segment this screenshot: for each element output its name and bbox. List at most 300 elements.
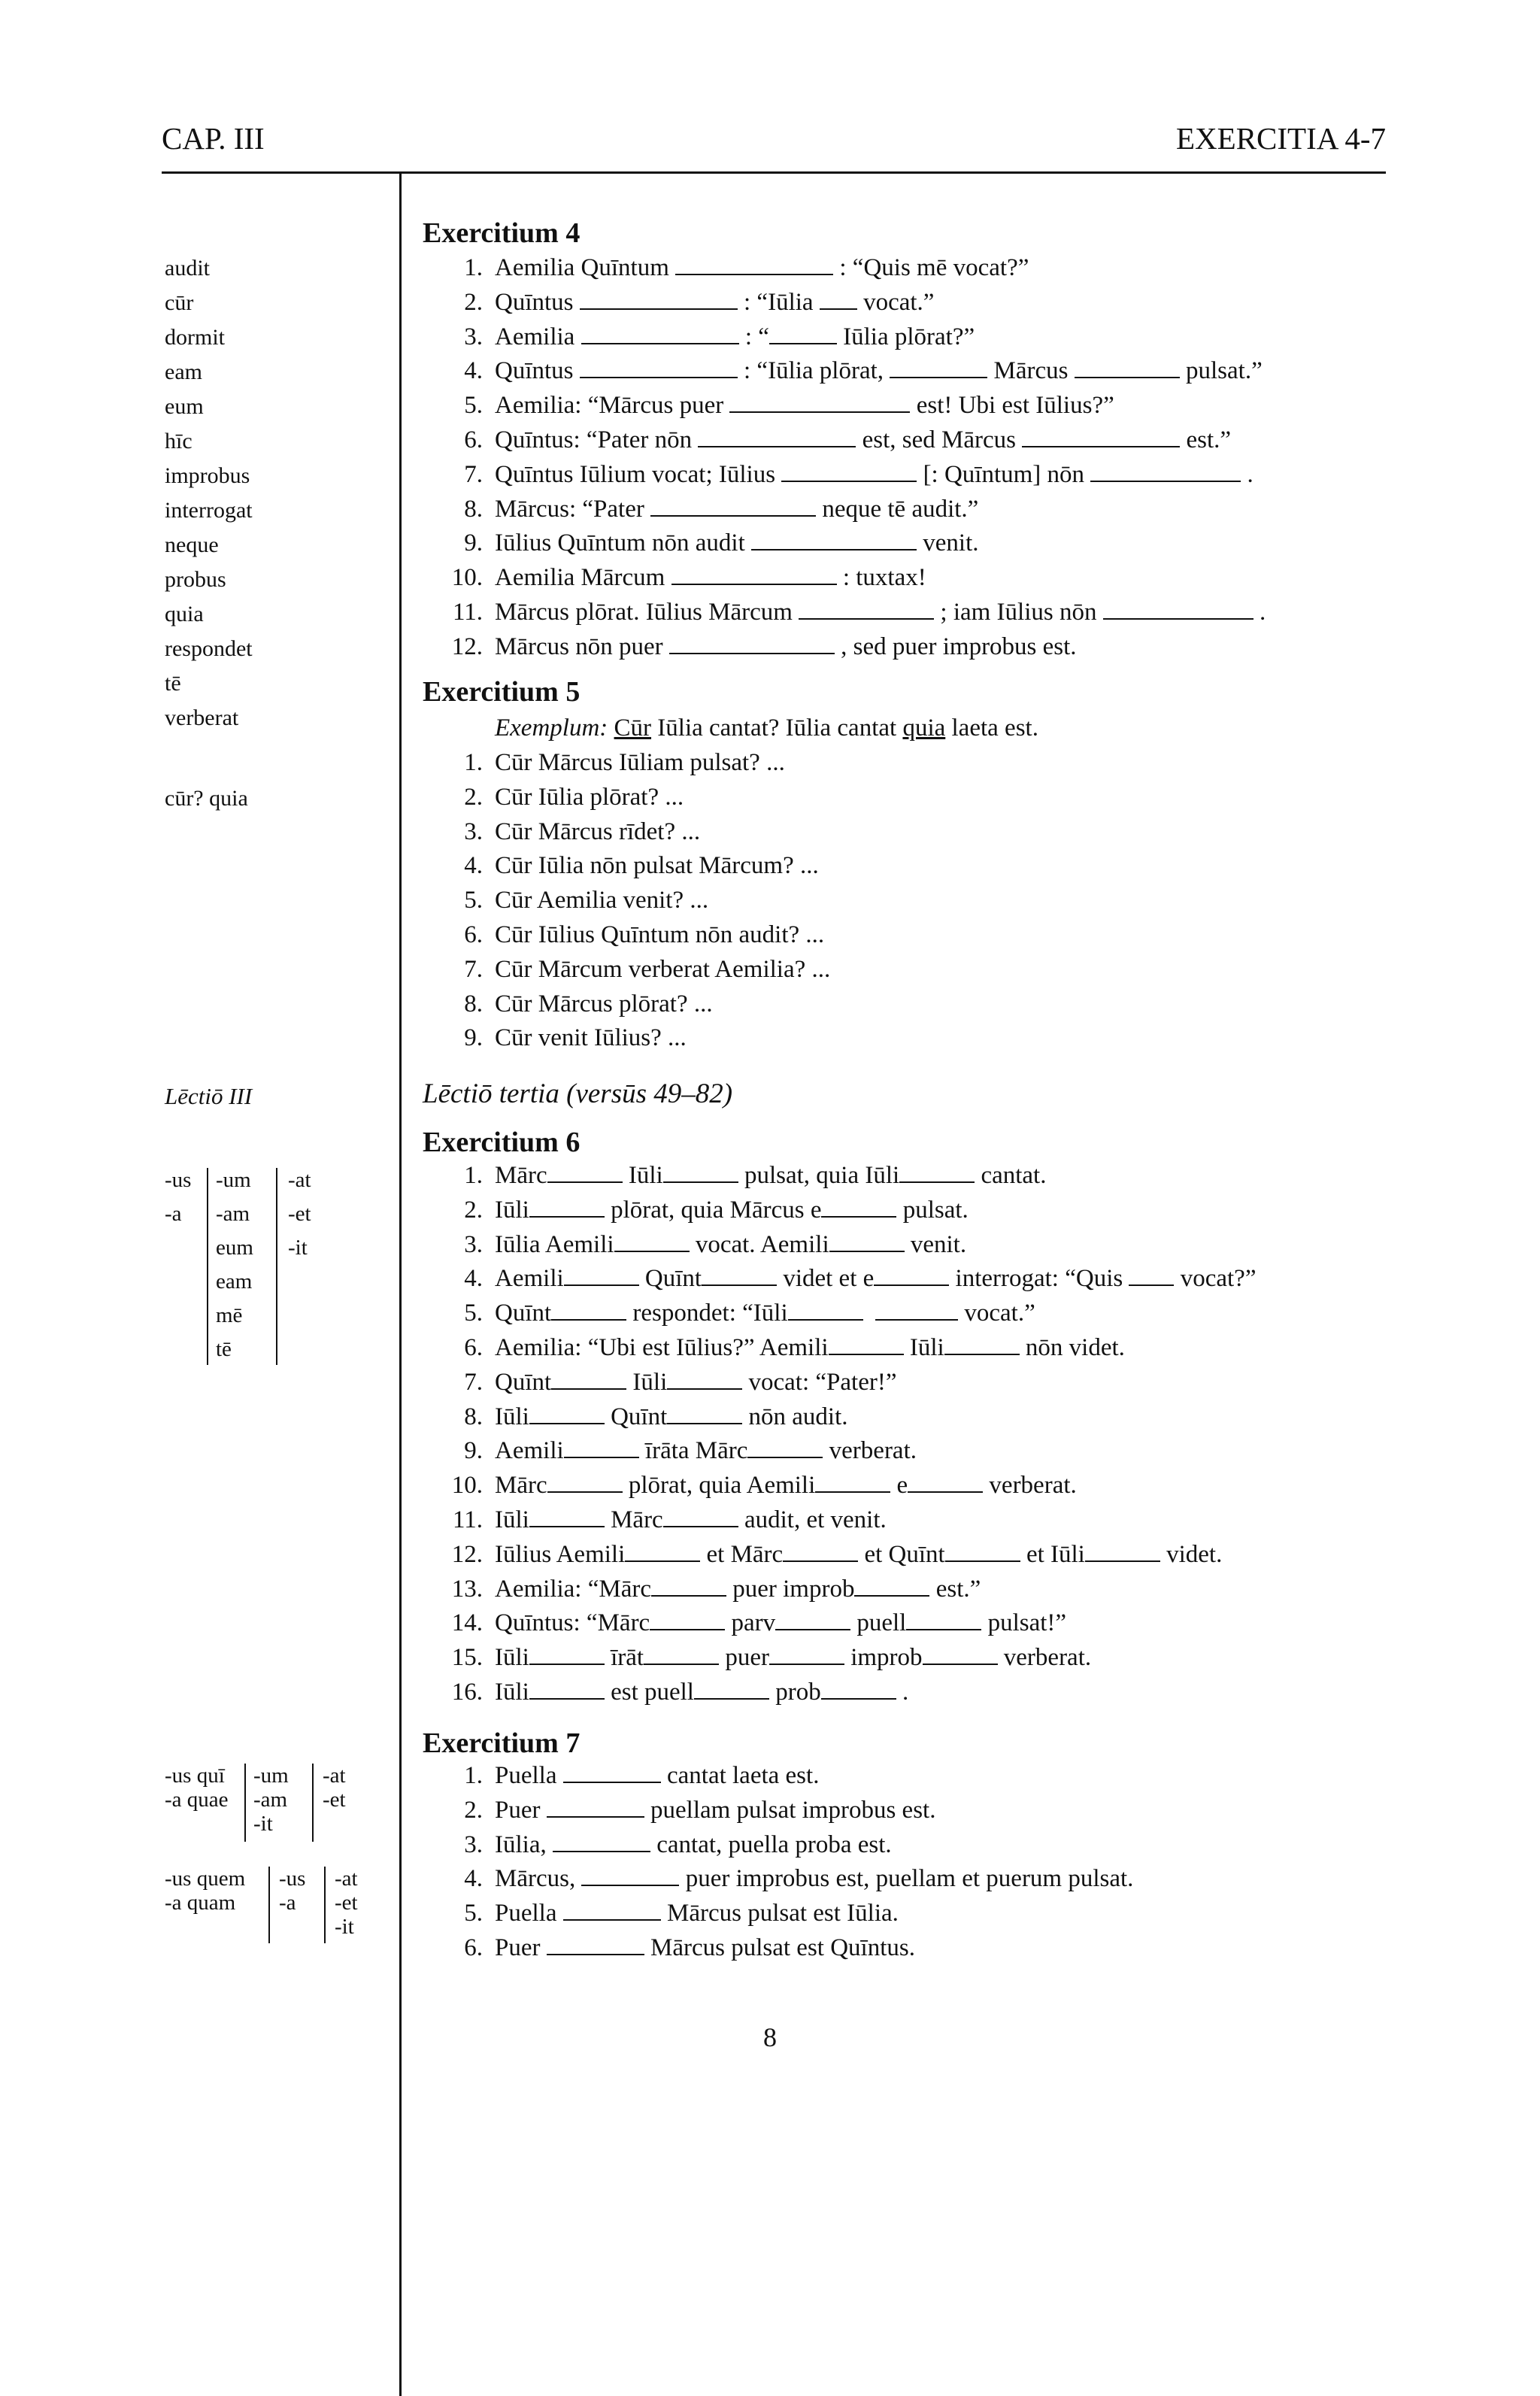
exemplum-cur: Cūr	[614, 714, 652, 742]
ending-entry: -um	[216, 1168, 251, 1192]
item-text-segment: Quīnt	[495, 1368, 552, 1396]
item-text	[495, 1196, 969, 1224]
fill-in-blank[interactable]	[625, 1541, 700, 1562]
item-text-segment: nōn videt.	[1019, 1334, 1125, 1361]
item-text	[495, 749, 785, 777]
item-text-segment: vocat.”	[856, 288, 935, 316]
item-text-segment: videt et e	[777, 1265, 875, 1293]
ending-entry: -et	[288, 1202, 311, 1226]
margin-vocab-word: eum	[165, 394, 204, 419]
item-number: 4.	[464, 1265, 483, 1293]
item-text	[495, 852, 819, 880]
margin-vocab-word: hīc	[165, 429, 192, 453]
item-text	[495, 1403, 847, 1431]
item-text	[495, 564, 926, 592]
item-number: 3.	[464, 1230, 483, 1258]
item-text	[495, 323, 975, 351]
ending-entry: -at	[288, 1168, 311, 1192]
fill-in-blank[interactable]	[945, 1541, 1020, 1562]
item-text-segment: et Mārc	[700, 1540, 784, 1568]
item-text-segment: neque tē audit.”	[816, 495, 979, 523]
item-text-segment: Iūli	[495, 1196, 529, 1224]
item-text-segment: : tuxtax!	[836, 564, 926, 592]
item-text-segment: Quīntus Iūlium vocat; Iūlius	[495, 460, 782, 488]
fill-in-blank[interactable]	[547, 1934, 644, 1955]
item-number: 4.	[464, 1865, 483, 1893]
fill-in-blank[interactable]	[667, 1403, 742, 1424]
item-text-segment: Cūr venit Iūlius? ...	[495, 1024, 687, 1052]
item-text-segment: vocat: “Pater!”	[742, 1368, 897, 1396]
item-number: 4.	[464, 357, 483, 385]
item-text-segment: Iūlia plōrat?”	[836, 323, 975, 350]
fill-in-blank[interactable]	[815, 1472, 890, 1493]
fill-in-blank[interactable]	[651, 1576, 726, 1597]
item-text-segment: īrāta Mārc	[638, 1437, 748, 1465]
lectio-heading: Lēctiō tertia (versūs 49–82)	[423, 1078, 733, 1109]
item-text-segment: est, sed Mārcus	[856, 426, 1023, 453]
item-text-segment: Iūlia,	[495, 1830, 553, 1858]
item-text-segment: : “Iūlia plōrat,	[737, 357, 890, 385]
margin-vocab-word: neque	[165, 532, 219, 557]
fill-in-blank[interactable]	[698, 426, 856, 447]
item-text	[495, 1369, 896, 1397]
fill-in-blank[interactable]	[667, 1369, 742, 1390]
item-text-segment: et Quīnt	[858, 1540, 945, 1568]
item-text-segment: Mārc	[495, 1162, 547, 1189]
item-text-segment: vocat. Aemili	[689, 1230, 829, 1258]
item-text-segment: videt.	[1160, 1540, 1223, 1568]
margin-vocab-word: audit	[165, 256, 210, 281]
item-text-segment: Aemilia Mārcum	[495, 564, 671, 592]
item-text	[495, 357, 1263, 385]
ending-entry: -us	[165, 1168, 192, 1192]
fill-in-blank[interactable]	[547, 1797, 644, 1818]
ending-entry: -a quam	[165, 1891, 236, 1915]
item-number: 2.	[464, 1196, 483, 1224]
item-text-segment: venit.	[917, 529, 979, 557]
item-text-segment: cantat, puella proba est.	[650, 1830, 892, 1858]
fill-in-blank[interactable]	[551, 1369, 626, 1390]
item-text-segment: puer improbus est, puellam et puerum pulsat.	[679, 1865, 1134, 1893]
fill-in-blank[interactable]	[821, 1679, 896, 1700]
item-number: 9.	[464, 1437, 483, 1465]
item-text	[495, 529, 978, 557]
fill-in-blank[interactable]	[1085, 1541, 1160, 1562]
item-text-segment: : “Iūlia	[737, 288, 820, 316]
endings-table-1	[165, 1168, 345, 1372]
item-number: 15.	[451, 1644, 483, 1672]
item-text-segment: plōrat, quia Aemili	[622, 1472, 816, 1500]
fill-in-blank[interactable]	[874, 1265, 949, 1286]
item-text-segment: vocat.”	[958, 1300, 1035, 1327]
item-text	[495, 1024, 687, 1052]
item-text-segment: pulsat.	[896, 1196, 969, 1224]
item-text-segment: pulsat.”	[1179, 357, 1263, 385]
fill-in-blank[interactable]	[529, 1403, 605, 1424]
item-number: 12.	[451, 632, 483, 660]
item-number: 7.	[464, 460, 483, 488]
item-text	[495, 1797, 935, 1824]
page-number: 8	[763, 2022, 777, 2052]
item-text-segment: est! Ubi est Iūlius?”	[910, 392, 1114, 420]
item-text-segment: Aemilia Quīntum	[495, 254, 676, 281]
item-text	[495, 461, 1254, 489]
ending-entry: mē	[216, 1303, 243, 1327]
item-number: 5.	[464, 887, 483, 914]
item-text-segment: venit.	[904, 1230, 967, 1258]
item-text	[495, 1644, 1091, 1672]
ending-entry: tē	[216, 1337, 232, 1361]
item-text-segment: Mārcus nōn puer	[495, 632, 669, 660]
item-text-segment: Iūli	[495, 1403, 529, 1430]
ending-entry: -at	[335, 1867, 358, 1891]
item-text-segment: Mārcus,	[495, 1865, 582, 1893]
item-number: 3.	[464, 323, 483, 350]
item-text	[495, 289, 934, 317]
fill-in-blank[interactable]	[923, 1644, 998, 1665]
item-text-segment: Mārcus plōrat. Iūlius Mārcum	[495, 599, 799, 626]
item-text-segment: Aemilia	[495, 323, 581, 350]
item-text-segment: est puell	[604, 1679, 694, 1706]
item-text-segment: Iūli	[626, 1368, 668, 1396]
item-number: 12.	[451, 1540, 483, 1568]
item-number: 6.	[464, 426, 483, 453]
fill-in-blank[interactable]	[944, 1334, 1020, 1355]
item-text-segment: Cūr Iūlius Quīntum nōn audit? ...	[495, 921, 825, 948]
ending-entry: -us	[279, 1867, 306, 1891]
item-text-segment: Quīntus	[495, 357, 580, 385]
margin-lectio-label: Lēctiō III	[165, 1083, 253, 1109]
item-text-segment: Quīntus: “Pater nōn	[495, 426, 699, 453]
header-rule	[162, 171, 1386, 174]
item-text-segment: Cūr Mārcus Iūliam pulsat? ...	[495, 749, 785, 776]
table-rule	[312, 1764, 314, 1842]
fill-in-blank[interactable]	[553, 1831, 650, 1852]
fill-in-blank[interactable]	[788, 1300, 863, 1321]
item-text	[495, 1162, 1046, 1190]
fill-in-blank[interactable]	[529, 1679, 605, 1700]
item-text-segment: est.”	[929, 1575, 981, 1603]
item-number: 8.	[464, 1403, 483, 1430]
item-text-segment: respondet: “Iūli	[626, 1300, 788, 1327]
fill-in-blank[interactable]	[614, 1231, 690, 1252]
item-number: 8.	[464, 495, 483, 523]
ending-entry: -us quem	[165, 1867, 246, 1891]
ending-entry: -et	[335, 1891, 358, 1915]
fill-in-blank[interactable]	[564, 1437, 639, 1458]
margin-vocab-word: improbus	[165, 463, 250, 488]
item-text-segment: Mārc	[604, 1506, 663, 1533]
fill-in-blank[interactable]	[547, 1162, 623, 1183]
item-text-segment: puer improb	[726, 1575, 855, 1603]
item-number: 1.	[464, 254, 483, 281]
ending-entry: -um	[253, 1764, 289, 1788]
ending-entry: -am	[253, 1788, 288, 1812]
fill-in-blank[interactable]	[551, 1300, 626, 1321]
fill-in-blank[interactable]	[581, 1865, 679, 1886]
fill-in-blank[interactable]	[829, 1231, 905, 1252]
item-text	[495, 1334, 1125, 1362]
item-text-segment: .	[1253, 599, 1266, 626]
item-number: 6.	[464, 921, 483, 948]
fill-in-blank[interactable]	[675, 254, 833, 275]
item-text-segment: est.”	[1180, 426, 1232, 453]
item-text-segment: Quīnt	[638, 1265, 702, 1293]
ending-entry: -it	[253, 1812, 273, 1836]
item-text	[495, 599, 1266, 626]
item-text	[495, 1609, 1066, 1637]
exemplum-quia: quia	[902, 714, 946, 742]
margin-vocab-word: interrogat	[165, 498, 253, 523]
item-text-segment	[863, 1300, 876, 1327]
item-text	[495, 254, 1029, 282]
fill-in-blank[interactable]	[1103, 599, 1254, 620]
item-text	[495, 1472, 1077, 1500]
item-text	[495, 887, 708, 914]
item-number: 10.	[451, 1472, 483, 1500]
fill-in-blank[interactable]	[799, 599, 934, 620]
fill-in-blank[interactable]	[702, 1265, 777, 1286]
item-text-segment: Quīntus	[495, 288, 580, 316]
item-text-segment: puell	[850, 1609, 907, 1637]
item-text-segment: interrogat: “Quis	[949, 1265, 1129, 1293]
item-text-segment: improb	[844, 1644, 923, 1672]
item-number: 5.	[464, 1900, 483, 1927]
item-text	[495, 1265, 1256, 1293]
fill-in-blank[interactable]	[747, 1437, 823, 1458]
item-text-segment: pulsat!”	[981, 1609, 1067, 1637]
item-text-segment: Puella	[495, 1762, 563, 1789]
fill-in-blank[interactable]	[671, 564, 837, 585]
page-header	[162, 120, 1386, 165]
fill-in-blank[interactable]	[694, 1679, 769, 1700]
item-text	[495, 1231, 966, 1259]
fill-in-blank[interactable]	[529, 1644, 605, 1665]
item-text	[495, 1300, 1035, 1327]
item-text	[495, 1762, 819, 1790]
item-text-segment: Mārcus pulsat est Quīntus.	[644, 1934, 915, 1961]
exercise-7-title: Exercitium 7	[423, 1727, 581, 1759]
ending-entry: -it	[335, 1915, 354, 1939]
item-number: 6.	[464, 1334, 483, 1361]
item-text-segment: Iūlius Aemili	[495, 1540, 626, 1568]
item-number: 1.	[464, 1762, 483, 1789]
ending-entry: -it	[288, 1236, 308, 1260]
fill-in-blank[interactable]	[1129, 1265, 1174, 1286]
item-text-segment: Iūli	[495, 1644, 529, 1672]
fill-in-blank[interactable]	[729, 392, 910, 413]
item-text-segment: Aemilia: “Mārc	[495, 1575, 651, 1603]
fill-in-blank[interactable]	[769, 323, 837, 344]
item-text	[495, 784, 684, 811]
ending-entry: -a quae	[165, 1788, 229, 1812]
exercise-4-title: Exercitium 4	[423, 217, 581, 249]
item-number: 7.	[464, 955, 483, 983]
exemplum-label: Exemplum:	[495, 714, 608, 742]
item-text	[495, 1541, 1222, 1569]
item-text-segment: īrāt	[604, 1644, 644, 1672]
fill-in-blank[interactable]	[663, 1162, 738, 1183]
item-text	[495, 1934, 915, 1962]
item-text-segment: : “	[738, 323, 769, 350]
table-rule	[276, 1168, 277, 1365]
fill-in-blank[interactable]	[650, 496, 816, 517]
fill-in-blank[interactable]	[899, 1162, 975, 1183]
margin-vocab-word: probus	[165, 567, 226, 592]
item-text	[495, 1679, 908, 1706]
table-rule	[244, 1764, 246, 1842]
ending-entry: eum	[216, 1236, 253, 1260]
item-text-segment: Aemilia: “Ubi est Iūlius?” Aemili	[495, 1334, 829, 1361]
item-text-segment: Quīntus: “Mārc	[495, 1609, 650, 1637]
margin-vocab-word: respondet	[165, 636, 253, 661]
fill-in-blank[interactable]	[875, 1300, 958, 1321]
item-text-segment: Mārcus	[987, 357, 1075, 385]
fill-in-blank[interactable]	[563, 1900, 661, 1921]
item-text-segment: Puer	[495, 1934, 547, 1961]
fill-in-blank[interactable]	[854, 1576, 929, 1597]
item-text-segment: Aemili	[495, 1437, 564, 1465]
item-text	[495, 921, 824, 949]
item-text-segment: verberat.	[983, 1472, 1077, 1500]
exercise-6-title: Exercitium 6	[423, 1127, 581, 1158]
endings-table-2	[165, 1764, 360, 1846]
item-text-segment: et Iūli	[1020, 1540, 1085, 1568]
item-number: 9.	[464, 1024, 483, 1052]
fill-in-blank[interactable]	[781, 461, 917, 482]
item-text-segment: Iūli	[622, 1162, 663, 1189]
ending-entry: -am	[216, 1202, 250, 1226]
item-number: 1.	[464, 1162, 483, 1189]
item-number: 10.	[451, 564, 483, 592]
item-number: 11.	[452, 599, 483, 626]
item-text	[495, 1831, 892, 1859]
ending-entry: -us quī	[165, 1764, 225, 1788]
fill-in-blank[interactable]	[529, 1506, 605, 1527]
item-text-segment: Mārcus: “Pater	[495, 495, 651, 523]
ending-entry: eam	[216, 1269, 253, 1294]
item-number: 2.	[464, 288, 483, 316]
item-text	[495, 818, 700, 846]
item-text-segment: cantat laeta est.	[660, 1762, 820, 1789]
item-text	[495, 990, 713, 1018]
item-text-segment: parv	[725, 1609, 776, 1637]
item-text	[495, 392, 1114, 420]
item-number: 2.	[464, 783, 483, 811]
fill-in-blank[interactable]	[563, 1762, 661, 1783]
item-text	[495, 426, 1231, 454]
item-number: 5.	[464, 392, 483, 420]
item-text	[495, 1900, 899, 1927]
fill-in-blank[interactable]	[775, 1609, 850, 1630]
fill-in-blank[interactable]	[769, 1644, 844, 1665]
fill-in-blank[interactable]	[906, 1609, 981, 1630]
item-text-segment: verberat.	[823, 1437, 917, 1465]
item-text-segment: ; iam Iūlius nōn	[934, 599, 1103, 626]
fill-in-blank[interactable]	[580, 289, 738, 310]
fill-in-blank[interactable]	[829, 1334, 904, 1355]
fill-in-blank[interactable]	[644, 1644, 719, 1665]
item-text-segment: : “Quis mē vocat?”	[833, 254, 1029, 281]
ending-entry: -et	[323, 1788, 346, 1812]
item-text-segment: Cūr Iūlia plōrat? ...	[495, 783, 684, 811]
item-text-segment: Aemili	[495, 1265, 564, 1293]
item-text	[495, 633, 1077, 661]
item-text-segment: .	[1241, 460, 1254, 488]
fill-in-blank[interactable]	[547, 1472, 623, 1493]
fill-in-blank[interactable]	[890, 357, 987, 378]
item-text-segment: Aemilia: “Mārcus puer	[495, 392, 730, 420]
item-text	[495, 1437, 917, 1465]
fill-in-blank[interactable]	[821, 1196, 896, 1218]
item-text-segment: Quīnt	[495, 1300, 552, 1327]
item-text-segment: .	[896, 1679, 909, 1706]
fill-in-blank[interactable]	[1075, 357, 1180, 378]
item-text-segment: prob	[768, 1679, 821, 1706]
exercise-5-title: Exercitium 5	[423, 676, 581, 708]
fill-in-blank[interactable]	[650, 1609, 725, 1630]
margin-vocab-word: quia	[165, 602, 204, 626]
fill-in-blank[interactable]	[663, 1506, 738, 1527]
fill-in-blank[interactable]	[1090, 461, 1241, 482]
item-text-segment: puer	[719, 1644, 769, 1672]
item-number: 13.	[451, 1575, 483, 1603]
item-text-segment: Quīnt	[604, 1403, 668, 1430]
fill-in-blank[interactable]	[1022, 426, 1180, 447]
fill-in-blank[interactable]	[751, 529, 917, 550]
item-number: 1.	[464, 749, 483, 776]
fill-in-blank[interactable]	[580, 357, 738, 378]
item-number: 11.	[452, 1506, 483, 1533]
item-text-segment: vocat?”	[1174, 1265, 1257, 1293]
margin-vocab-word: dormit	[165, 325, 225, 350]
item-text-segment: Puer	[495, 1796, 547, 1824]
fill-in-blank[interactable]	[581, 323, 739, 344]
item-text-segment: pulsat, quia Iūli	[738, 1162, 900, 1189]
item-text	[495, 956, 830, 984]
margin-cur-quia: cūr? quia	[165, 786, 248, 811]
item-text-segment: Cūr Mārcus plōrat? ...	[495, 990, 713, 1018]
fill-in-blank[interactable]	[783, 1541, 858, 1562]
item-number: 16.	[451, 1679, 483, 1706]
fill-in-blank[interactable]	[669, 633, 835, 654]
item-number: 8.	[464, 990, 483, 1018]
item-text-segment: audit, et venit.	[738, 1506, 887, 1533]
table-rule	[268, 1867, 270, 1943]
item-number: 6.	[464, 1934, 483, 1961]
item-text	[495, 1506, 887, 1534]
exemplum-middle: Iūlia cantat? Iūlia cantat	[651, 714, 903, 742]
item-text-segment: Puella	[495, 1900, 563, 1927]
fill-in-blank[interactable]	[908, 1472, 983, 1493]
item-text-segment: Cūr Iūlia nōn pulsat Mārcum? ...	[495, 852, 819, 880]
item-text-segment: Iūli	[495, 1679, 529, 1706]
fill-in-blank[interactable]	[820, 289, 857, 310]
fill-in-blank[interactable]	[564, 1265, 639, 1286]
item-text-segment: plōrat, quia Mārcus e	[604, 1196, 822, 1224]
item-text	[495, 1865, 1133, 1893]
ending-entry: -a	[165, 1202, 182, 1226]
item-text-segment: Mārc	[495, 1472, 547, 1500]
section-label: EXERCITIA 4-7	[1176, 121, 1386, 156]
item-number: 4.	[464, 852, 483, 880]
item-number: 7.	[464, 1368, 483, 1396]
item-text-segment: cantat.	[975, 1162, 1047, 1189]
item-number: 9.	[464, 529, 483, 557]
margin-vocab-word: cūr	[165, 290, 194, 315]
item-text-segment: Mārcus pulsat est Iūlia.	[660, 1900, 899, 1927]
fill-in-blank[interactable]	[529, 1196, 605, 1218]
